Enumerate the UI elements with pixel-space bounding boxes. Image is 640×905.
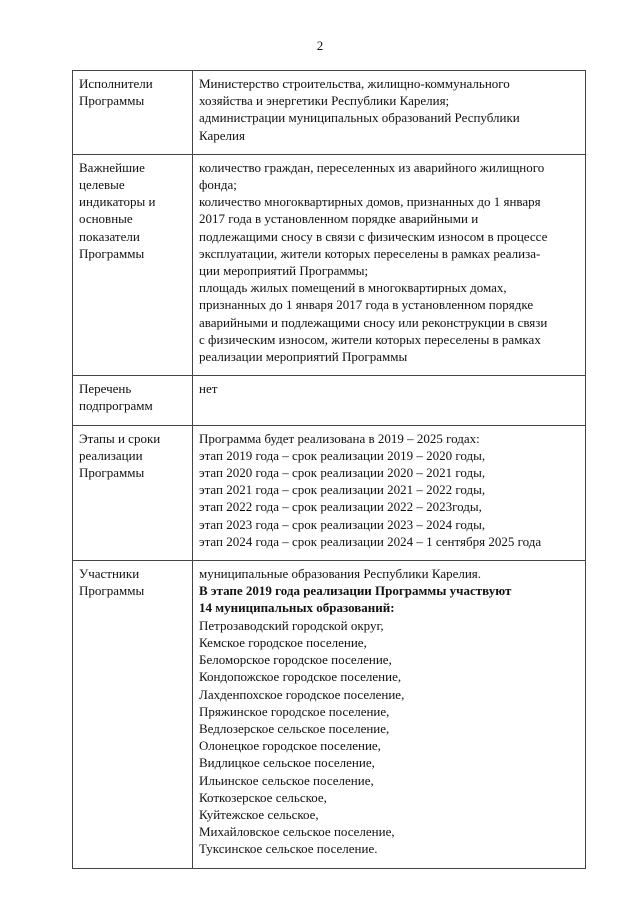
value-line: 2017 года в установленном порядке аварийными и: [199, 211, 479, 227]
value-line: эксплуатации, жители которых переселены в рамках реализа-: [199, 245, 541, 261]
value-line: Программа будет реализована в 2019 – 2025 годах:: [199, 430, 480, 446]
value-line: количество многоквартирных домов, признанных до 1 января: [199, 194, 541, 210]
table-row-subprograms: [73, 376, 586, 425]
row-value-participants: [193, 561, 586, 868]
label-line: реализации: [79, 447, 143, 463]
value-line: администрации муниципальных образований Республики: [199, 110, 520, 126]
value-line: этап 2020 года – срок реализации 2020 – 2021 годы,: [199, 465, 486, 481]
row-label-target-indicators: [73, 154, 193, 375]
value-line: Кемское городское поселение,: [199, 634, 367, 650]
label-line: Участники: [79, 566, 140, 582]
row-value-stages-and-terms: [193, 425, 586, 560]
value-line: Карелия: [199, 127, 245, 143]
value-line: муниципальные образования Республики Карелия.: [199, 566, 482, 582]
table-row-participants: [73, 561, 586, 868]
table-row-executors: [73, 71, 586, 155]
value-line: нет: [199, 381, 218, 397]
value-line: количество граждан, переселенных из аварийного жилищного: [199, 159, 545, 175]
value-line: площадь жилых помещений в многоквартирных домах,: [199, 280, 507, 296]
row-value-subprograms: [193, 376, 586, 425]
value-line: Министерство строительства, жилищно-коммунального: [199, 76, 510, 91]
label-line: Программы: [79, 465, 145, 481]
label-line: Перечень: [79, 381, 132, 397]
table-row-stages-and-terms: [73, 425, 586, 560]
row-label-subprograms: [73, 376, 193, 425]
value-line: 14 муниципальных образований:: [199, 600, 395, 616]
table-row-target-indicators: [73, 154, 586, 375]
label-line: показатели: [79, 228, 140, 244]
page-number: 2: [316, 38, 324, 53]
value-line: Кондопожское городское поселение,: [199, 669, 402, 685]
label-line: Программы: [79, 583, 145, 599]
value-line: Туксинское сельское поселение.: [199, 841, 378, 857]
label-line: индикаторы и: [79, 194, 156, 210]
value-line: Петрозаводский городской округ,: [199, 617, 384, 633]
value-line: с физическим износом, жители которых переселены в рамках: [199, 331, 541, 347]
row-value-executors: [193, 71, 586, 155]
label-line: Этапы и сроки: [79, 430, 161, 446]
value-line: Ведлозерское сельское поселение,: [199, 720, 390, 736]
value-line: Коткозерское сельское,: [199, 789, 327, 805]
row-value-target-indicators: [193, 154, 586, 375]
value-line: Михайловское сельское поселение,: [199, 824, 395, 840]
value-line: признанных до 1 января 2017 года в установленном порядке: [199, 297, 534, 313]
value-line: ции мероприятий Программы;: [199, 263, 369, 279]
value-line: Лахденпохское городское поселение,: [199, 686, 405, 702]
value-line: фонда;: [199, 177, 237, 193]
value-line: Видлицкое сельское поселение,: [199, 755, 375, 771]
value-line: этап 2022 года – срок реализации 2022 – 2023годы,: [199, 499, 482, 515]
value-line: хозяйства и энергетики Республики Карелия;: [199, 93, 450, 109]
value-line: Ильинское сельское поселение,: [199, 772, 374, 788]
label-line: Исполнители: [79, 76, 153, 91]
value-line: этап 2023 года – срок реализации 2023 – 2024 годы,: [199, 516, 486, 532]
label-line: Программы: [79, 245, 145, 261]
passport-table-body: [73, 71, 586, 869]
value-line: Куйтежское сельское,: [199, 806, 319, 822]
label-line: Важнейшие: [79, 159, 145, 175]
value-line: этап 2019 года – срок реализации 2019 – 2020 годы,: [199, 447, 486, 463]
value-line: реализации мероприятий Программы: [199, 349, 408, 365]
value-line: Пряжинское городское поселение,: [199, 703, 390, 719]
value-line: этап 2024 года – срок реализации 2024 – 1 сентября 2025 года: [199, 533, 542, 549]
value-line: подлежащими сносу в связи с физическим износом в процессе: [199, 228, 548, 244]
label-line: Программы: [79, 93, 145, 109]
row-label-stages-and-terms: [73, 425, 193, 560]
value-line: аварийными и подлежащими сносу или реконструкции в связи: [199, 314, 548, 330]
value-line: этап 2021 года – срок реализации 2021 – 2022 годы,: [199, 482, 486, 498]
label-line: основные: [79, 211, 133, 227]
value-line: Беломорское городское поселение,: [199, 652, 392, 668]
label-line: подпрограмм: [79, 398, 153, 414]
label-line: целевые: [79, 177, 125, 193]
row-label-participants: [73, 561, 193, 868]
value-line: В этапе 2019 года реализации Программы участвуют: [199, 583, 512, 599]
value-line: Олонецкое городское поселение,: [199, 738, 381, 754]
row-label-executors: [73, 71, 193, 155]
program-passport-table: [72, 70, 586, 869]
